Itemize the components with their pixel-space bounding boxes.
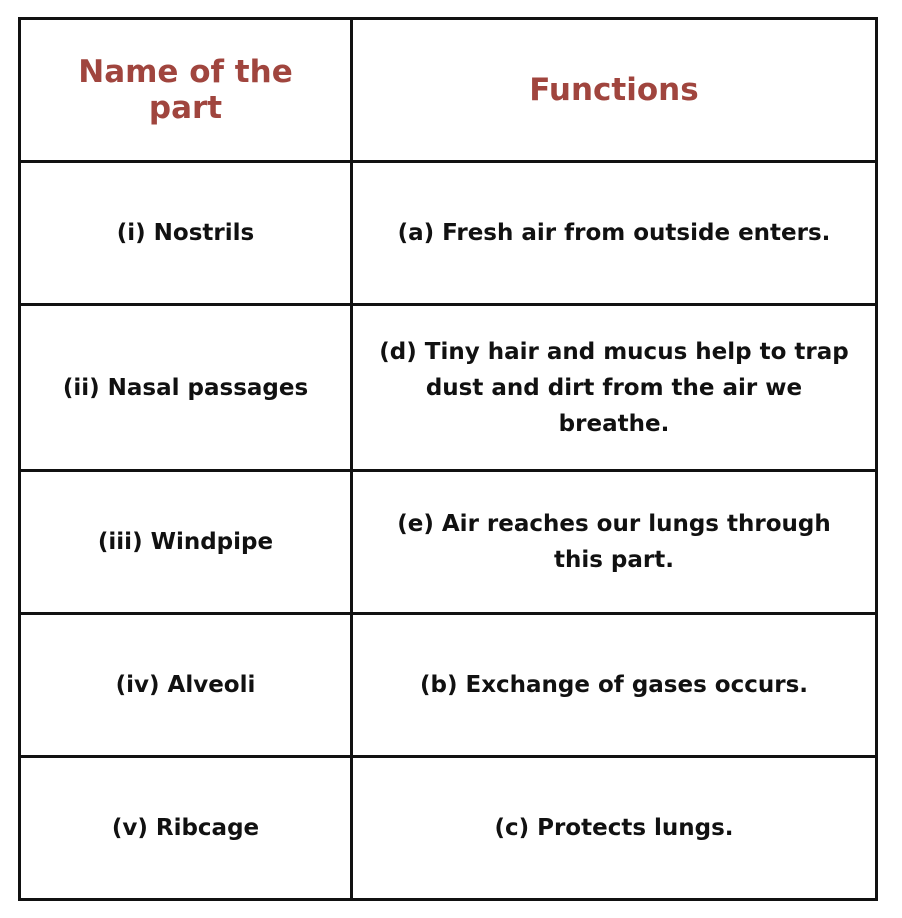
part-cell: (iii) Windpipe	[20, 471, 352, 614]
function-cell: (e) Air reaches our lungs through this part.	[352, 471, 877, 614]
function-cell: (a) Fresh air from outside enters.	[352, 162, 877, 305]
table-row	[20, 162, 877, 305]
parts-functions-table	[18, 17, 878, 901]
header-row	[20, 19, 877, 162]
header-functions: Functions	[352, 19, 877, 162]
table-row	[20, 471, 877, 614]
table-body	[20, 162, 877, 900]
function-cell: (d) Tiny hair and mucus help to trap dust and dirt from the air we breathe.	[352, 305, 877, 471]
function-cell: (c) Protects lungs.	[352, 757, 877, 900]
part-cell: (ii) Nasal passages	[20, 305, 352, 471]
part-cell: (i) Nostrils	[20, 162, 352, 305]
table-row	[20, 757, 877, 900]
part-cell: (iv) Alveoli	[20, 614, 352, 757]
function-cell: (b) Exchange of gases occurs.	[352, 614, 877, 757]
table-row	[20, 614, 877, 757]
part-cell: (v) Ribcage	[20, 757, 352, 900]
table-header	[20, 19, 877, 162]
header-part-name: Name of the part	[20, 19, 352, 162]
table-row	[20, 305, 877, 471]
